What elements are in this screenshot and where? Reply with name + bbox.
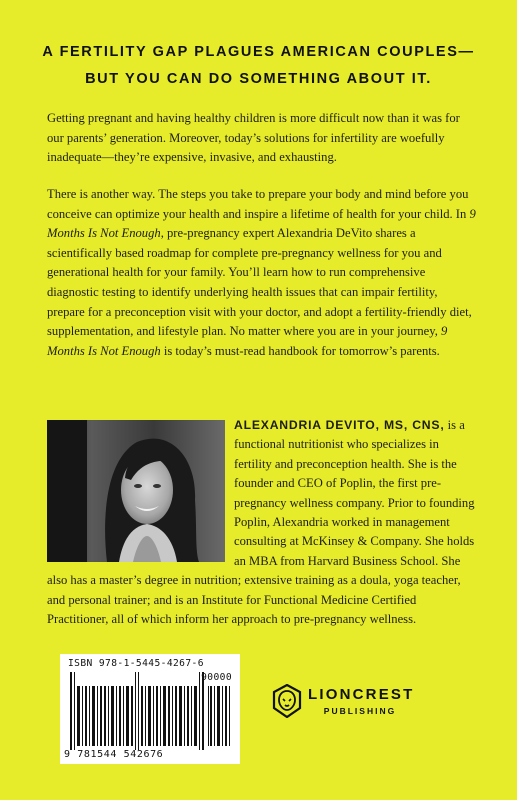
description-text-3: is today’s must-read handbook for tomorrow’s parents. <box>160 343 440 358</box>
price-code: 90000 <box>201 672 232 683</box>
publisher-name: LIONCREST <box>308 686 415 703</box>
intro-paragraph: Getting pregnant and having healthy children is more difficult now than it was for our parents’ generation. Moreover, today’s solutions for infertility are woefully inadequate—they’re expensive, invasive, and exhausting. <box>47 111 460 165</box>
author-bio <box>47 416 477 629</box>
isbn-number: ISBN 978-1-5445-4267-6 <box>68 658 204 669</box>
description-paragraph <box>47 185 477 361</box>
book-title-2: 9 Months Is Not Enough <box>47 324 448 358</box>
ean-number: 9 781544 542676 <box>64 749 164 760</box>
isbn-barcode <box>60 654 240 764</box>
headline-line-2: BUT YOU CAN DO SOMETHING ABOUT IT. <box>85 71 432 87</box>
headline-line-1: A FERTILITY GAP PLAGUES AMERICAN COUPLES— <box>42 44 475 60</box>
publisher-subtitle: PUBLISHING <box>323 706 397 716</box>
book-title-1: 9 Months Is Not Enough <box>47 206 476 241</box>
publisher-logo <box>272 682 447 722</box>
barcode-bars <box>60 654 240 764</box>
author-name: ALEXANDRIA DEVITO, MS, CNS, <box>234 418 445 432</box>
description-text-2: , pre-pregnancy expert Alexandria DeVito shares a scientifically based roadmap for complete pre-pregnancy wellness for you and generational health for your family. You’ll learn how to run comprehensive diagnostic testing to identify underlying health issues that can impair fertility, prepare for a preconception visit with your doctor, and adopt a fertility-friendly diet, supplementation, and lifestyle plan. No matter where you are in your journey, <box>47 226 472 339</box>
author-bio-text: is a functional nutritionist who specializes in fertility and preconception health. She is the founder and CEO of Poplin, the first pre-pregnancy wellness company. Prior to founding Poplin, Alexandria worked in management consulting at McKinsey & Company. She holds an MBA from Harvard Business School. She also has a master’s degree in nutrition; extensive training as a doula, yoga teacher, and personal trainer; and is an Institute for Functional Medicine Certified Practitioner, all of which inform her approach to pre-pregnancy wellness. <box>47 418 475 627</box>
lion-icon <box>272 684 302 718</box>
description-text-1: There is another way. The steps you take to prepare your body and mind before you conceive can optimize your health and inspire a lifetime of health for your child. In <box>47 187 470 221</box>
